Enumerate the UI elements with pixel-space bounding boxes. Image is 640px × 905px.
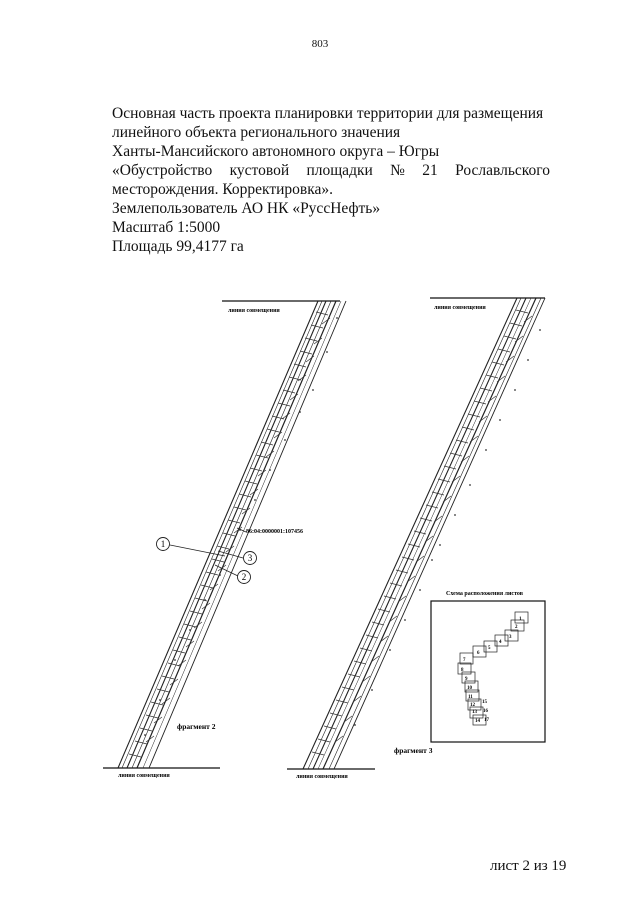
- callout-1-number: 1: [160, 539, 166, 549]
- sheet-number: 17: [484, 718, 489, 723]
- callout-2-number: 2: [241, 572, 247, 582]
- sheet-scheme-title: Схема расположения листов: [446, 591, 524, 597]
- fragment-3-caption: фрагмент 3: [394, 746, 433, 755]
- fragment-3: [287, 298, 545, 780]
- sheet-scheme-rects: [458, 612, 528, 725]
- sheet-number: 9: [465, 677, 468, 682]
- cadastral-number-label: 86:04:0000001:107456: [246, 529, 303, 535]
- sheet-number: 2: [515, 625, 518, 630]
- header-line-4-word: «Обустройство: [112, 162, 213, 179]
- sheet-number: 3: [509, 635, 512, 640]
- fragment-2-corridor: [118, 301, 346, 768]
- sheet-scheme-numbers: [461, 617, 522, 724]
- header-line-4-word: 21: [422, 162, 438, 179]
- page-number: 803: [311, 38, 329, 50]
- header-line-8: Площадь 99,4177 га: [112, 238, 244, 255]
- sheet-number: 7: [463, 658, 466, 663]
- sheet-number: 16: [483, 709, 488, 714]
- header-line-5: месторождения. Корректировка».: [112, 181, 334, 198]
- header-line-2: линейного объекта регионального значения: [112, 124, 401, 141]
- sheet-number: 5: [488, 646, 491, 651]
- sheet-number: 15: [482, 700, 487, 705]
- callout-3-number: 3: [247, 553, 253, 563]
- sheet-number: 12: [470, 703, 475, 708]
- sheet-number: 11: [468, 695, 473, 700]
- header-line-4-word: №: [390, 162, 405, 179]
- header-line-4-word: Рославльского: [455, 162, 550, 179]
- header-line-1: Основная часть проекта планировки территории для размещения: [112, 105, 544, 122]
- sheet-number: 13: [472, 710, 477, 715]
- header-line-3: Ханты-Мансийского автономного округа – Югры: [112, 143, 440, 160]
- fragment-3-top-label: линия совмещения: [434, 305, 486, 311]
- sheet-number: 14: [475, 719, 480, 724]
- header-line-6: Землепользователь АО НК «РуссНефть»: [112, 200, 381, 217]
- fragment-3-bottom-label: линия совмещения: [296, 774, 348, 780]
- sheet-number: 1: [519, 617, 522, 622]
- fragment-2: [103, 301, 346, 779]
- fragment-2-caption: фрагмент 2: [177, 722, 216, 731]
- fragment-2-bottom-label: линия совмещения: [118, 773, 170, 779]
- sheet-number: 10: [467, 686, 472, 691]
- sheet-number: 6: [477, 651, 480, 656]
- sheet-number: 4: [499, 640, 502, 645]
- callout-1: [157, 538, 226, 557]
- fragment-3-hatching: [312, 310, 532, 755]
- header-line-7: Масштаб 1:5000: [112, 219, 221, 236]
- fragment-2-top-label: линия совмещения: [228, 308, 280, 314]
- header-line-4-word: кустовой: [229, 162, 290, 179]
- fragment-3-dots: [354, 329, 541, 726]
- sheet-layout-scheme: [431, 591, 545, 742]
- sheet-label: лист 2 из 19: [490, 858, 567, 874]
- header-line-4-word: площадки: [306, 162, 373, 179]
- fragment-2-dots: [144, 317, 338, 736]
- sheet-number: 8: [461, 668, 464, 673]
